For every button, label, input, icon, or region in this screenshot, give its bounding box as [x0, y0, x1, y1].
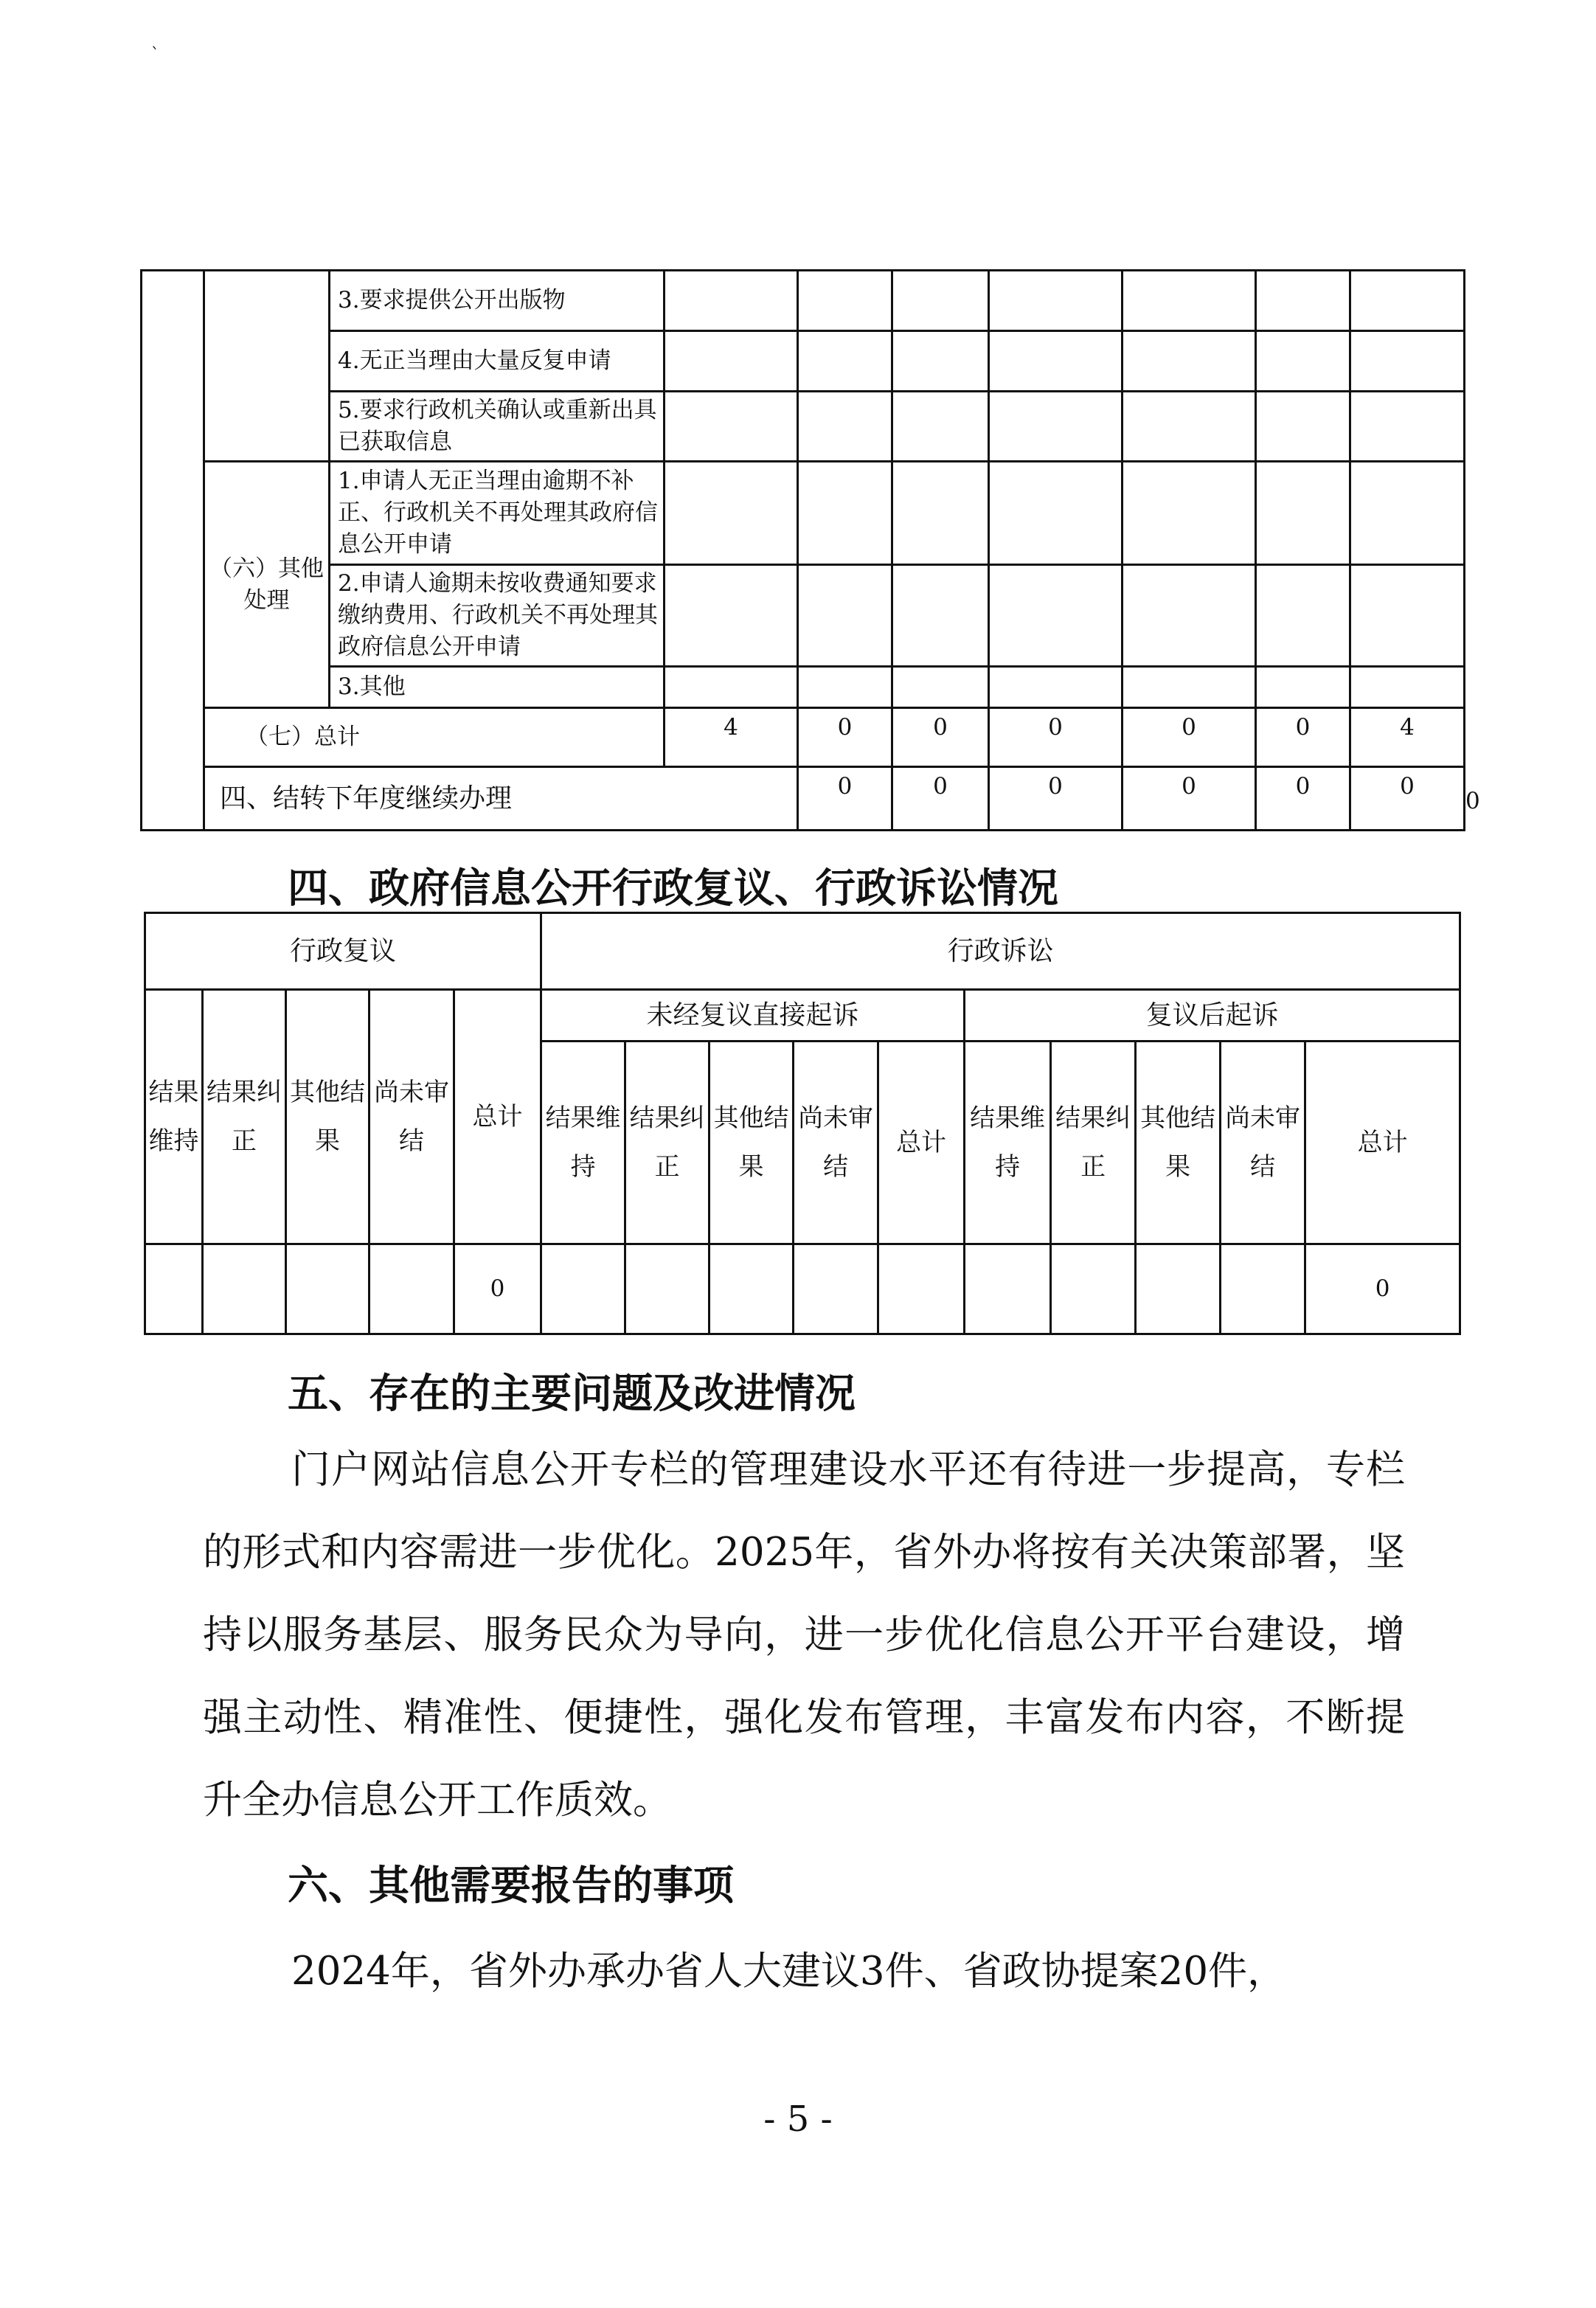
col-header: 结果纠正 [1051, 1042, 1136, 1244]
cell [1123, 462, 1256, 565]
col-header: 结果维持 [965, 1042, 1051, 1244]
cell [665, 462, 798, 565]
row-label: 4.无正当理由大量反复申请 [330, 331, 665, 392]
total-cell: 0 [798, 708, 892, 767]
cell [892, 462, 989, 565]
row-label: 5.要求行政机关确认或重新出具已获取信息 [330, 392, 665, 462]
value-cell [965, 1244, 1051, 1334]
row-label: 3.其他 [330, 667, 665, 708]
value-cell [1221, 1244, 1305, 1334]
row-label: 1.申请人无正当理由逾期不补正、行政机关不再处理其政府信息公开申请 [330, 462, 665, 565]
value-cell: 0 [454, 1244, 541, 1334]
blank-col [142, 271, 204, 831]
value-cell [878, 1244, 965, 1334]
carryover-row-label: 四、结转下年度继续办理 [204, 767, 798, 831]
col-header: 结果维持 [541, 1042, 625, 1244]
cell [989, 331, 1123, 392]
cell [798, 667, 892, 708]
cell [1350, 331, 1465, 392]
cell [1350, 392, 1465, 462]
cell [989, 271, 1123, 331]
value-cell [709, 1244, 794, 1334]
col-header: 结果纠正 [203, 990, 286, 1244]
cell [1123, 331, 1256, 392]
cell [1256, 271, 1350, 331]
col-header: 其他结果 [286, 990, 369, 1244]
value-cell [203, 1244, 286, 1334]
total-cell: 0 [1256, 708, 1350, 767]
row-label: 3.要求提供公开出版物 [330, 271, 665, 331]
cell [989, 667, 1123, 708]
cell [1256, 565, 1350, 667]
value-cell: 0 [1305, 1244, 1460, 1334]
litigation-header: 行政诉讼 [541, 913, 1460, 990]
value-cell [794, 1244, 878, 1334]
total-cell: 4 [665, 708, 798, 767]
value-cell [1136, 1244, 1221, 1334]
section5-title: 五、存在的主要问题及改进情况 [288, 1370, 856, 1417]
cell [665, 392, 798, 462]
cell [665, 271, 798, 331]
carryover-cell: 0 [989, 767, 1123, 831]
direct-suit-header: 未经复议直接起诉 [541, 990, 965, 1042]
section6-title: 六、其他需要报告的事项 [288, 1862, 735, 1909]
col-header: 尚未审结 [794, 1042, 878, 1244]
col-header: 总计 [878, 1042, 965, 1244]
cell [1256, 331, 1350, 392]
col-header: 总计 [1305, 1042, 1460, 1244]
carryover-cell: 0 [798, 767, 892, 831]
section5-paragraph: 门户网站信息公开专栏的管理建设水平还有待进一步提高，专栏的形式和内容需进一步优化。2025年，省外办将按有关决策部署，坚持以服务基层、服务民众为导向，进一步优化信息公开平台建设，增强主动性、精准性、便捷性，强化发布管理，丰富发布内容，不断提升全办信息公开工作质效。 [203, 1447, 1405, 1823]
cell [798, 565, 892, 667]
cell [892, 565, 989, 667]
total-row-label: （七）总计 [204, 708, 665, 767]
category-other-handling: （六）其他处理 [204, 462, 330, 708]
cell [665, 331, 798, 392]
cell [665, 667, 798, 708]
value-cell [145, 1244, 203, 1334]
cell [1350, 565, 1465, 667]
after-review-header: 复议后起诉 [965, 990, 1460, 1042]
col-header: 结果纠正 [625, 1042, 709, 1244]
col-header: 结果维持 [145, 990, 203, 1244]
total-cell: 4 [1350, 708, 1465, 767]
cell [989, 462, 1123, 565]
page-number: - 5 - [763, 2099, 833, 2140]
value-cell [541, 1244, 625, 1334]
cell [1123, 392, 1256, 462]
col-header: 尚未审结 [369, 990, 454, 1244]
section4-title: 四、政府信息公开行政复议、行政诉讼情况 [288, 864, 1059, 912]
carryover-cell: 0 [1256, 767, 1350, 831]
carryover-cell: 0 [1350, 767, 1465, 831]
section6-paragraph: 2024年，省外办承办省人大建议3件、省政协提案20件， [291, 1949, 1287, 1994]
cell [798, 271, 892, 331]
scan-mark: ˋ [151, 46, 159, 64]
col-header: 其他结果 [1136, 1042, 1221, 1244]
cell [892, 271, 989, 331]
review-header: 行政复议 [145, 913, 541, 990]
cell [1256, 462, 1350, 565]
col-header: 其他结果 [709, 1042, 794, 1244]
value-cell [625, 1244, 709, 1334]
value-cell [369, 1244, 454, 1334]
carryover-cell: 0 [892, 767, 989, 831]
cell [798, 462, 892, 565]
cell [892, 331, 989, 392]
cell [1256, 392, 1350, 462]
row-label: 2.申请人逾期未按收费通知要求缴纳费用、行政机关不再处理其政府信息公开申请 [330, 565, 665, 667]
cell [1256, 667, 1350, 708]
cell [1123, 565, 1256, 667]
value-cell [286, 1244, 369, 1334]
total-cell: 0 [989, 708, 1123, 767]
cell [892, 667, 989, 708]
total-cell: 0 [892, 708, 989, 767]
cell [1350, 462, 1465, 565]
cell [1350, 271, 1465, 331]
cell [798, 392, 892, 462]
col-header: 尚未审结 [1221, 1042, 1305, 1244]
blank-category [204, 271, 330, 462]
cell [1123, 271, 1256, 331]
col-header: 总计 [454, 990, 541, 1244]
value-cell [1051, 1244, 1136, 1334]
cell [665, 565, 798, 667]
carryover-cell: 0 [1123, 767, 1256, 831]
cell [1123, 667, 1256, 708]
cell [1350, 667, 1465, 708]
cell [798, 331, 892, 392]
review-litigation-table [144, 912, 1461, 1335]
request-handling-table: 3.要求提供公开出版物 4.无正当理由大量反复申请 5.要求行政机关确认或重新出具已获取信息 （六）其他处理 1.申请人无正当理由逾期不补正、行政机关不再处理其政府信息公开申请 2.申请人逾期未按收费通知要求缴纳费用、行政机关不再处理其政府信息公开申请 3.其他 （七）总计 4 0 0 0 0 0 4 四、结转下年度继续办理 0 0 0 0 0 0 0 [140, 269, 1465, 831]
cell [989, 392, 1123, 462]
total-cell: 0 [1123, 708, 1256, 767]
cell [989, 565, 1123, 667]
cell [892, 392, 989, 462]
